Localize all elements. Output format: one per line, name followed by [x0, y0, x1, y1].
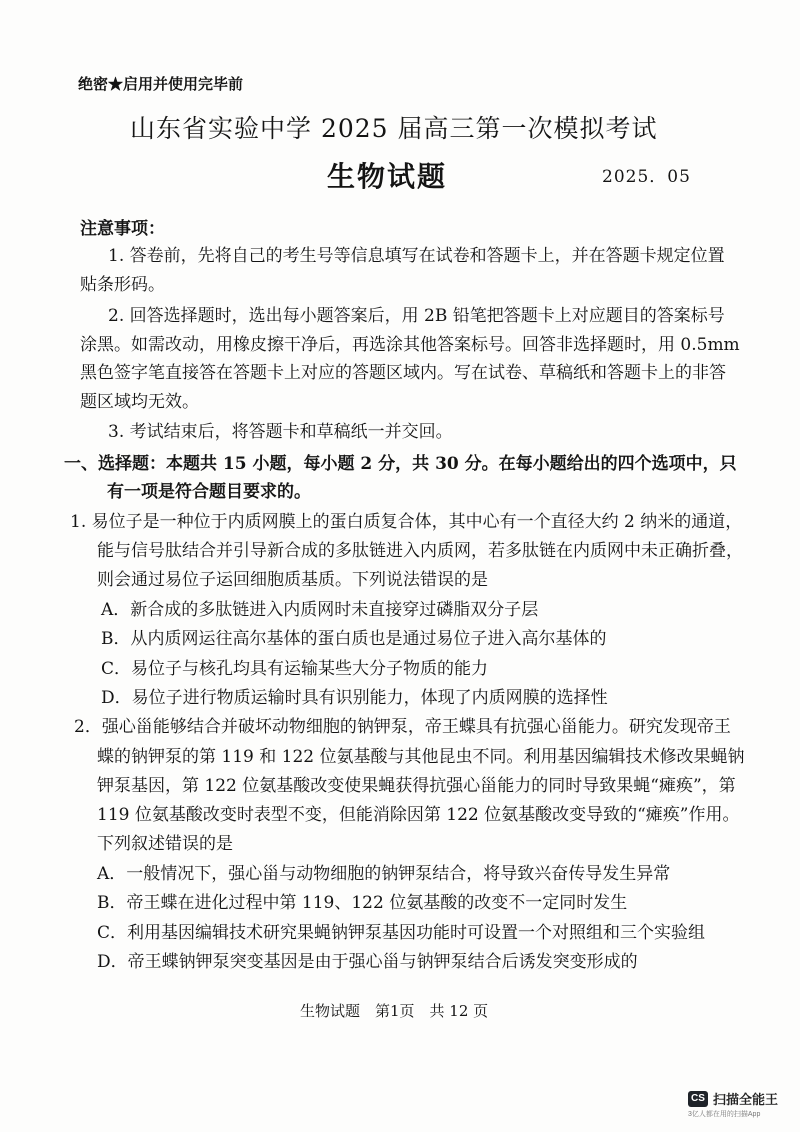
question-1-option-c: C．易位子与核孔均具有运输某些大分子物质的能力 [101, 659, 489, 679]
notice-title: 注意事项： [80, 219, 165, 239]
scanner-watermark [688, 1089, 778, 1108]
notice-line: 1. 答卷前，先将自己的考生号等信息填写在试卷和答题卡上，并在答题卡规定位置 [108, 246, 725, 266]
notice-line: 黑色签字笔直接答在答题卡上对应的答题区域内。写在试卷、草稿纸和答题卡上的非答 [80, 363, 726, 383]
question-2-stem: 2．强心甾能够结合并破坏动物细胞的钠钾泵，帝王蝶具有抗强心甾能力。研究发现帝王 [74, 717, 731, 737]
scanner-app-name: 扫描全能王 [713, 1092, 779, 1107]
exam-title: 山东省实验中学 2025 届高三第一次模拟考试 [130, 114, 658, 143]
question-1-stem: 能与信号肽结合并引导新合成的多肽链进入内质网，若多肽链在内质网中未正确折叠， [97, 541, 743, 561]
notice-line: 涂黑。如需改动，用橡皮擦干净后，再选涂其他答案标号。回答非选择题时，用 0.5mm [80, 335, 740, 355]
notice-line: 题区域均无效。 [80, 392, 199, 412]
camscanner-logo-icon: CS [688, 1091, 708, 1107]
question-1-option-b: B．从内质网运往高尔基体的蛋白质也是通过易位子进入高尔基体的 [101, 629, 607, 649]
subject-title: 生物试题 [327, 160, 448, 193]
notice-line: 3. 考试结束后，将答题卡和草稿纸一并交回。 [108, 422, 453, 442]
notice-line: 贴条形码。 [80, 275, 165, 295]
question-2-option-b: B．帝王蝶在进化过程中第 119、122 位氨基酸的改变不一定同时发生 [97, 893, 628, 913]
question-2-option-d: D．帝王蝶钠钾泵突变基因是由于强心甾与钠钾泵结合后诱发突变形成的 [97, 952, 638, 972]
section-heading-cont: 有一项是符合题目要求的。 [107, 482, 311, 502]
confidential-notice: 绝密★启用并使用完毕前 [78, 75, 244, 93]
question-2-option-a: A．一般情况下，强心甾与动物细胞的钠钾泵结合，将导致兴奋传导发生异常 [97, 864, 671, 884]
exam-date: 2025．05 [602, 167, 691, 187]
question-2-option-c: C．利用基因编辑技术研究果蝇钠钾泵基因功能时可设置一个对照组和三个实验组 [97, 923, 706, 943]
question-1-option-a: A．新合成的多肽链进入内质网时未直接穿过磷脂双分子层 [101, 600, 539, 620]
question-1-stem: 则会通过易位子运回细胞质基质。下列说法错误的是 [97, 570, 488, 590]
question-2-stem: 钾泵基因，第 122 位氨基酸改变使果蝇获得抗强心甾能力的同时导致果蝇“瘫痪”，第 [97, 776, 736, 796]
scanner-tagline: 3亿人都在用的扫描App [688, 1111, 761, 1118]
question-2-stem: 蝶的钠钾泵的第 119 和 122 位氨基酸与其他昆虫不同。利用基因编辑技术修改果蝇钠 [97, 747, 745, 767]
question-2-stem: 119 位氨基酸改变时表型不变，但能消除因第 122 位氨基酸改变导致的“瘫痪”作用。 [97, 805, 740, 825]
question-1-stem: 1. 易位子是一种位于内质网膜上的蛋白质复合体，其中心有一个直径大约 2 纳米的通道， [70, 512, 743, 532]
section-heading: 一、选择题：本题共 15 小题，每小题 2 分，共 30 分。在每小题给出的四个选项中，只 [64, 454, 737, 474]
question-2-stem: 下列叙述错误的是 [97, 834, 233, 854]
page-footer: 生物试题 第1页 共 12 页 [300, 1002, 489, 1020]
notice-line: 2. 回答选择题时，选出每小题答案后，用 2B 铅笔把答题卡上对应题目的答案标号 [108, 306, 725, 326]
question-1-option-d: D．易位子进行物质运输时具有识别能力，体现了内质网膜的选择性 [101, 688, 608, 708]
